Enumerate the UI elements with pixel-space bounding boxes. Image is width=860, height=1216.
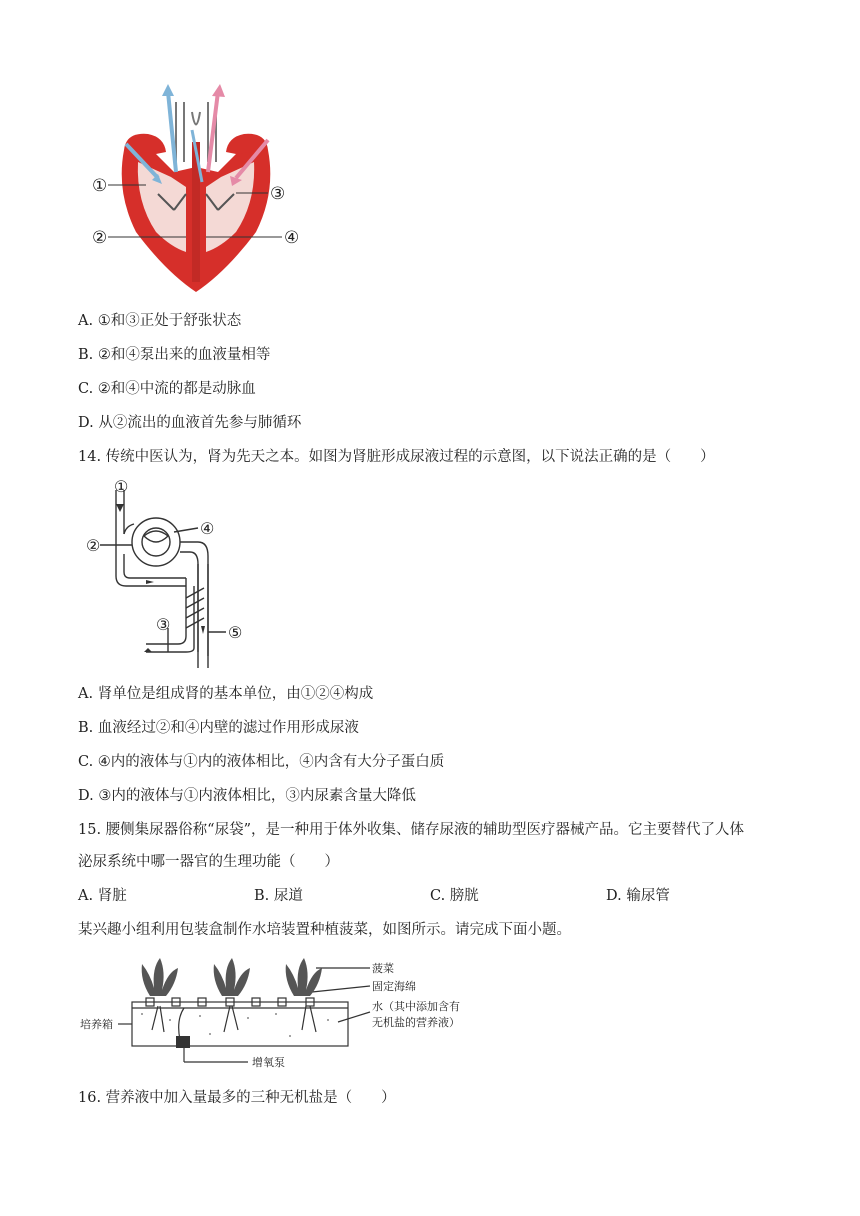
- q13-option-b: B. ②和④泵出来的血液量相等: [78, 347, 271, 363]
- label-spinach: 菠菜: [372, 962, 394, 975]
- q14-option-d: D. ③内的液体与①内液体相比，③内尿素含量大降低: [78, 788, 416, 804]
- heart-diagram: [86, 82, 311, 297]
- hydroponic-diagram: [80, 950, 460, 1080]
- q14-option-a: A. 肾单位是组成肾的基本单位，由①②④构成: [78, 686, 374, 702]
- q15-option-d: D. 输尿管: [606, 888, 670, 904]
- label-water-line2: 无机盐的营养液）: [372, 1016, 460, 1029]
- label-box: 培养箱: [80, 1018, 113, 1031]
- q15-option-b: B. 尿道: [254, 888, 303, 904]
- q14-option-c: C. ④内的液体与①内的液体相比，④内含有大分子蛋白质: [78, 754, 445, 770]
- heart-label-2: ②: [92, 228, 108, 248]
- air-pump-shape: [176, 1036, 190, 1048]
- q15-option-a: A. 肾脏: [78, 888, 127, 904]
- heart-label-4: ④: [284, 228, 300, 248]
- q13-option-d: D. 从②流出的血液首先参与肺循环: [78, 415, 302, 431]
- label-water-line1: 水（其中添加含有: [372, 1000, 460, 1013]
- label-pump: 增氧泵: [252, 1056, 285, 1069]
- q13-option-a: A. ①和③正处于舒张状态: [78, 313, 242, 329]
- q13-option-c: C. ②和④中流的都是动脉血: [78, 381, 256, 397]
- label-sponge: 固定海绵: [372, 980, 416, 993]
- nephron-diagram: [86, 476, 256, 668]
- nephron-label-4: ④: [200, 519, 215, 538]
- q16-stem: 16. 营养液中加入量最多的三种无机盐是（ ）: [78, 1090, 396, 1106]
- q15-stem-line1: 15. 腰侧集尿器俗称“尿袋”，是一种用于体外收集、储存尿液的辅助型医疗器械产品。它主要替代了人体: [78, 822, 744, 838]
- heart-label-3: ③: [270, 184, 286, 204]
- nephron-label-1: ①: [114, 477, 129, 496]
- q15-stem-line2: 泌尿系统中哪一器官的生理功能（ ）: [78, 854, 339, 870]
- group-intro: 某兴趣小组利用包装盒制作水培装置种植菠菜，如图所示。请完成下面小题。: [78, 922, 571, 938]
- q14-option-b: B. 血液经过②和④内壁的滤过作用形成尿液: [78, 720, 359, 736]
- heart-label-1: ①: [92, 176, 108, 196]
- q14-stem: 14. 传统中医认为，肾为先天之本。如图为肾脏形成尿液过程的示意图，以下说法正确的是（ ）: [78, 449, 715, 465]
- nephron-label-3: ③: [156, 615, 171, 634]
- nephron-label-2: ②: [86, 536, 101, 555]
- nephron-label-5: ⑤: [228, 623, 243, 642]
- q15-option-c: C. 膀胱: [430, 888, 479, 904]
